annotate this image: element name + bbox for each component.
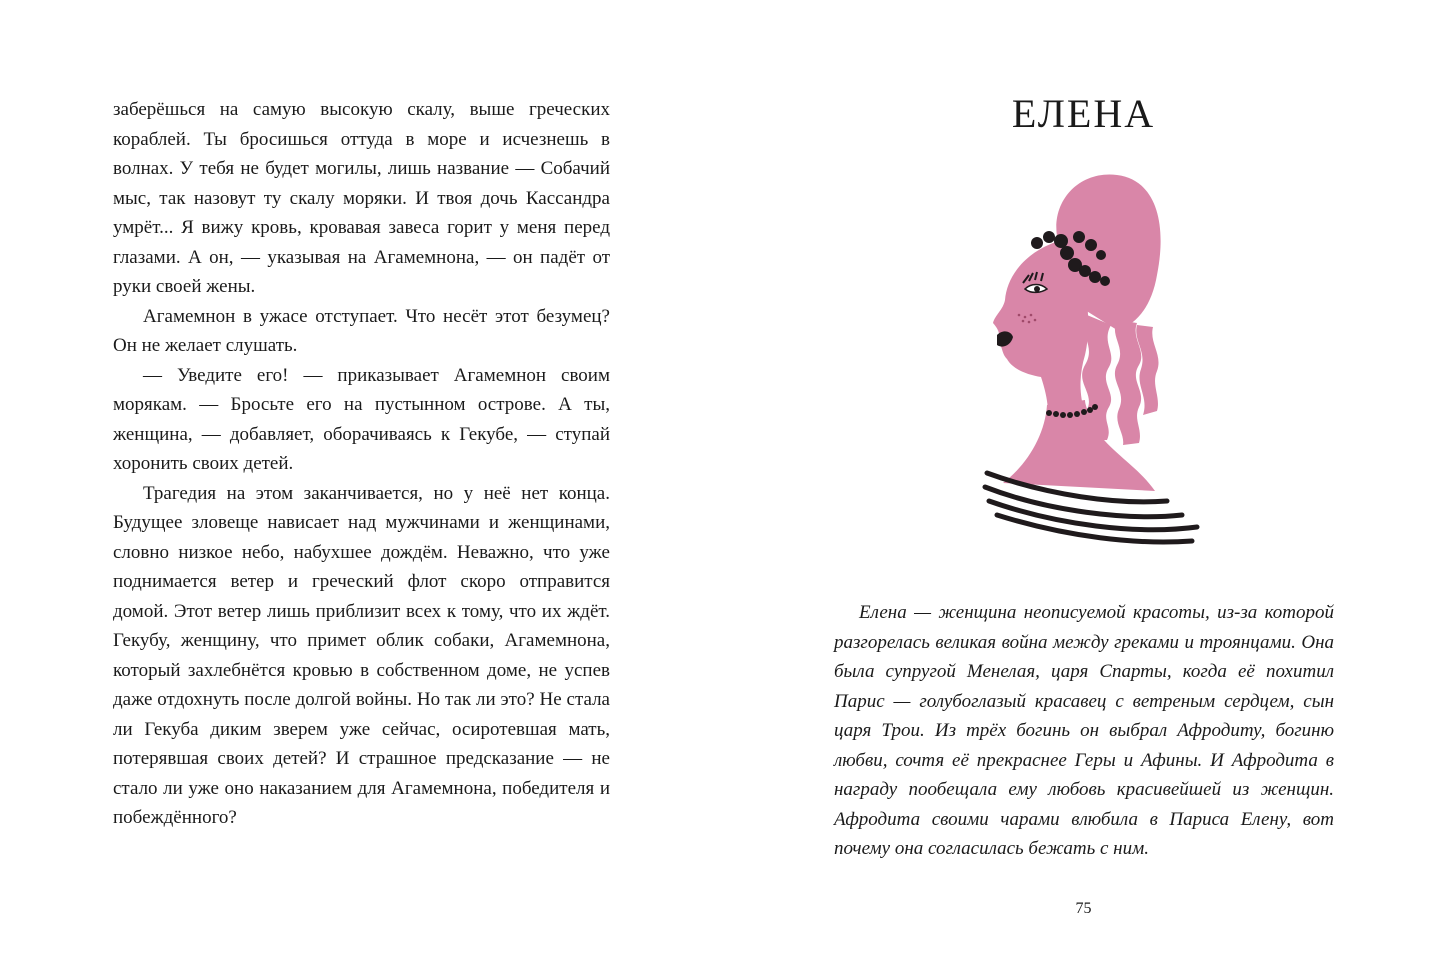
illustration-caption xyxy=(834,598,1334,864)
chapter-title: ЕЛЕНА xyxy=(1011,91,1156,136)
left-page xyxy=(0,0,722,967)
paragraph: — Уведите его! — приказывает Агамемнон своим морякам. — Бросьте его на пустынном острове. А ты, женщина, — добавляет, оборачиваясь к Гекубе, — ступай хоронить своих детей. xyxy=(113,364,610,474)
helen-portrait-icon xyxy=(967,165,1207,555)
right-page xyxy=(722,0,1445,967)
paragraph: заберёшься на самую высокую скалу, выше греческих кораблей. Ты бросишься оттуда в море и исчезнешь в волнах. У тебя не будет могилы, лишь название — Собачий мыс, так назовут ту скалу моряки. И твоя дочь Кассандра умрёт... Я вижу кровь, кровавая завеса горит у меня перед глазами. А он, — указывая на Агамемнона, — он падёт от руки своей жены. xyxy=(113,99,610,297)
left-page-text xyxy=(113,95,610,833)
paragraph: Трагедия на этом заканчивается, но у неё нет конца. Будущее зловеще нависает над мужчинами и женщинами, словно низкое небо, набухшее дождём. Неважно, что уже поднимается ветер и греческий флот скоро отправится домой. Этот ветер лишь приблизит всех к тому, что их ждёт. Гекубу, женщину, что примет облик собаки, Агамемнона, который захлебнётся кровью в собственном доме, не успев даже отдохнуть после долгой войны. Но так ли это? Не стала ли Гекуба диким зверем уже сейчас, осиротевшая мать, потерявшая своих детей? И страшное предсказание — не стало ли уже оно наказанием для Агамемнона, победителя и побеждённого? xyxy=(113,482,610,828)
page-number: 75 xyxy=(1075,900,1092,917)
paragraph: Агамемнон в ужасе отступает. Что несёт этот безумец? Он не желает слушать. xyxy=(113,305,610,356)
caption-text: Елена — женщина неописуемой красоты, из-за которой разгорелась великая война между греками и троянцами. Она была супругой Менелая, царя Спарты, когда её похитил Парис — голубоглазый красавец с ветреным сердцем, сын царя Трои. Из трёх богинь он выбрал Афродиту, богиню любви, сочтя её прекраснее Геры и Афины. И Афродита в награду пообещала ему любовь красивейшей из женщин. Афродита своими чарами влюбила в Париса Елену, вот почему она согласилась бежать с ним. xyxy=(834,602,1334,859)
